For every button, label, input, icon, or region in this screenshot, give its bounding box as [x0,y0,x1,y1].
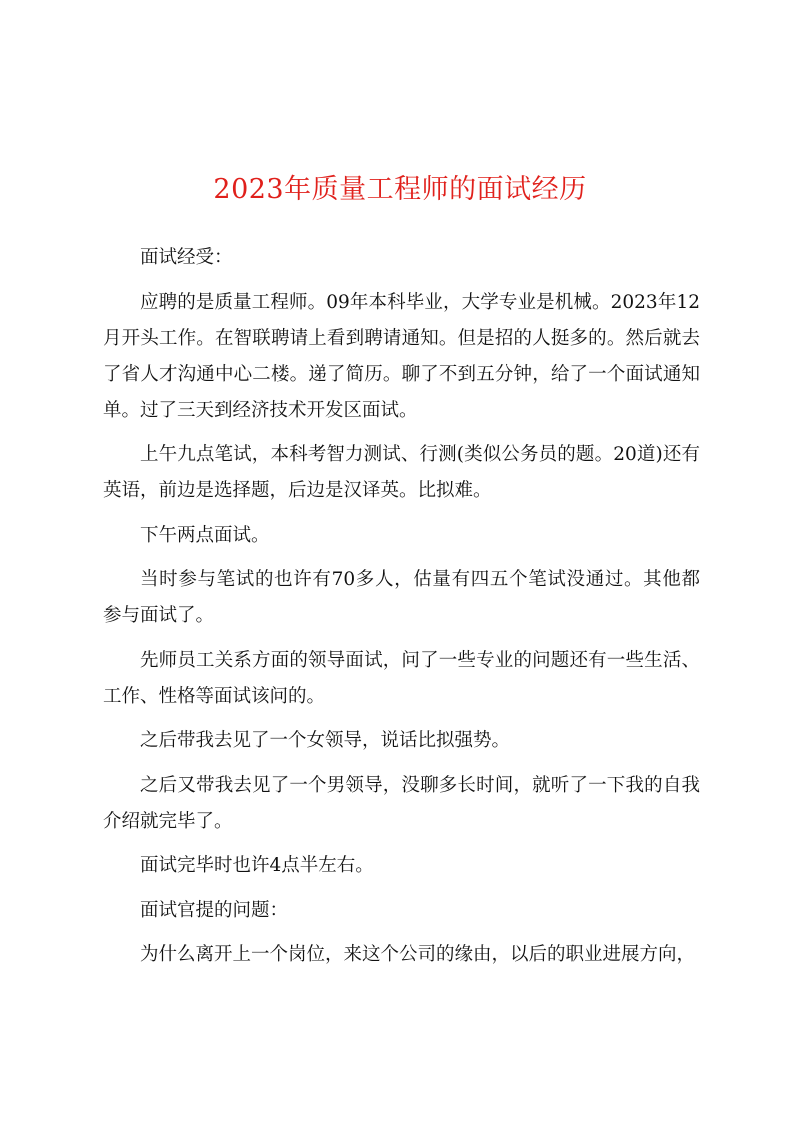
paragraph-application: 应聘的是质量工程师。09年本科毕业，大学专业是机械。2023年12月开头工作。在智联聘请上看到聘请通知。但是招的人挺多的。然后就去了省人才沟通中心二楼。递了简历。聊了不到五分钟，给了一个面试通知单。过了三天到经济技术开发区面试。 [103,291,700,421]
paragraph-female-leader: 之后带我去见了一个女领导，说话比拟强势。 [140,730,511,751]
paragraph-written-test: 上午九点笔试，本科考智力测试、行测(类似公务员的题。20道)还有英语，前边是选择题，后边是汉译英。比拟难。 [103,444,700,501]
paragraph-participants: 当时参与笔试的也许有70多人，估量有四五个笔试没通过。其他都参与面试了。 [103,569,700,626]
paragraph-intro-label: 面试经受： [140,247,233,268]
document-body [103,240,700,982]
paragraph-questions: 为什么离开上一个岗位，来这个公司的缘由，以后的职业进展方向， [140,944,696,965]
document-title: 2023年质量工程师的面试经历 [213,174,587,205]
paragraph-afternoon-interview: 下午两点面试。 [140,524,270,546]
paragraph-male-leader: 之后又带我去见了一个男领导，没聊多长时间，就听了一下我的自我介绍就完毕了。 [103,774,700,832]
paragraph-questions-label: 面试官提的问题： [140,899,289,921]
paragraph-first-interviewer: 先师员工关系方面的领导面试，问了一些专业的问题还有一些生活、工作、性格等面试该问的。 [103,649,700,707]
paragraph-end-time: 面试完毕时也许4点半左右。 [140,855,374,876]
